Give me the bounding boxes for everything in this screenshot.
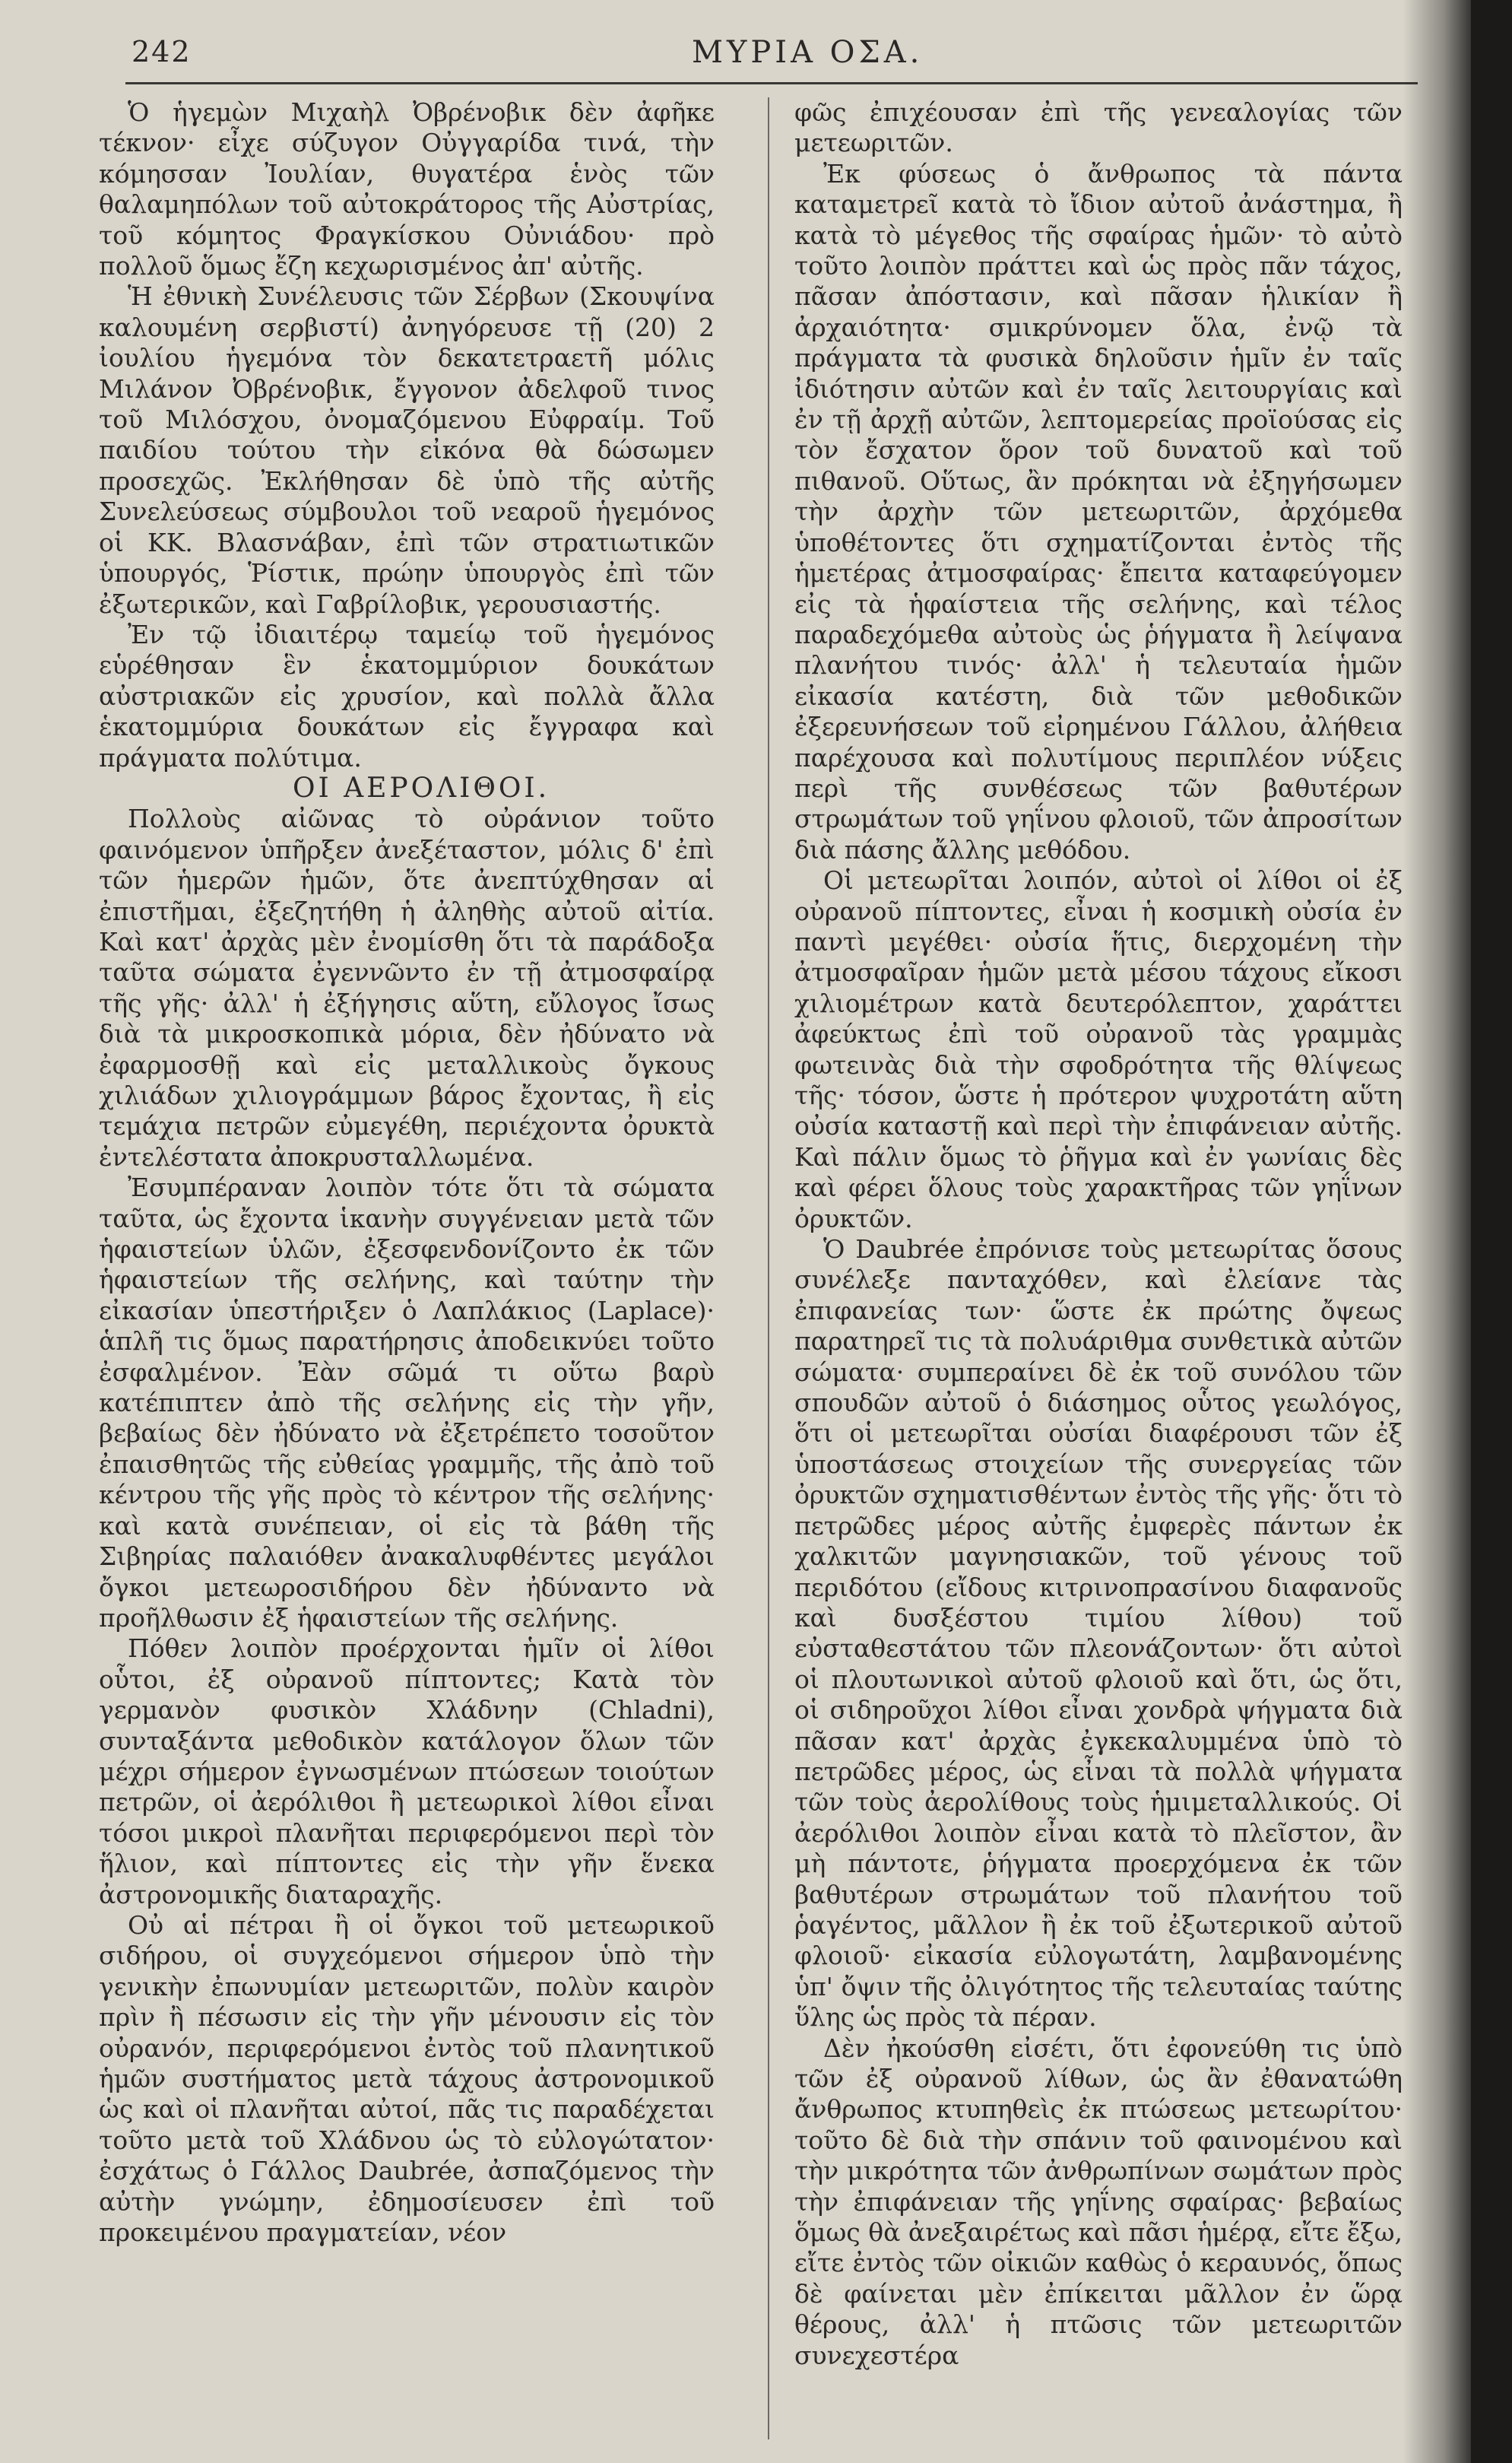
page-header xyxy=(125,30,1418,84)
paragraph-national-assembly: Ἡ ἐθνικὴ Συνέλευσις τῶν Σέρβων (Σκουψίνα καλουμένη σερβιστί) ἀνηγόρευσε τῇ (20) 2 ἰουλίου ἡγεμόνα τὸν δεκατετραετῆ μόλις Μιλάνον Ὀβρένοβικ, ἔγγονον ἀδελφοῦ τινος τοῦ Μιλόσχου, ὀνομαζόμενου Εὐφραίμ. Τοῦ παιδίου τούτου τὴν εἰκόνα θὰ δώσωμεν προσεχῶς. Ἐκλήθησαν δὲ ὑπὸ τῆς αὐτῆς Συνελεύσεως σύμβουλοι τοῦ νεαροῦ ἡγεμόνος οἱ ΚΚ. Βλασνάβαν, ἐπὶ τῶν στρατιωτικῶν ὑπουργός, Ῥίστικ, πρώην ὑπουργὸς ἐπὶ τῶν ἐξωτερικῶν, καὶ Γαβρίλοβικ, γερουσιαστής. xyxy=(99,281,715,619)
section-heading: ΟΙ ΑΕΡΟΛΙΘΟΙ. xyxy=(292,772,550,804)
right-column xyxy=(794,97,1403,2371)
paragraph-serbian-prince: Ὁ ἡγεμὼν Μιχαὴλ Ὀβρένοβικ δὲν ἀφῆκε τέκνον· εἶχε σύζυγον Οὐγγαρίδα τινά, τὴν κόμησσαν Ἰουλίαν, θυγατέρα ἑνὸς τῶν θαλαμηπόλων τοῦ αὐτοκράτορος τῆς Αὐστρίας, τοῦ κόμητος Φραγκίσκου Οὐνιάδου· πρὸ πολλοῦ ὅμως ἔζη κεχωρισμένος ἀπ' αὐτῆς. xyxy=(99,97,715,281)
running-title: ΜΥΡΙΑ ΟΣΑ. xyxy=(692,35,924,70)
paragraph-human-measure: Ἐκ φύσεως ὁ ἄνθρωπος τὰ πάντα καταμετρεῖ κατὰ τὸ ἴδιον αὐτοῦ ἀνάστημα, ἢ κατὰ τὸ μέγεθος τῆς σφαίρας ἡμῶν· τὸ αὐτὸ τοῦτο λοιπὸν πράττει καὶ ὡς πρὸς πᾶν τάχος, πᾶσαν ἀπόστασιν, καὶ πᾶσαν ἡλικίαν ἢ ἀρχαιότητα· σμικρύνομεν ὅλα, ἐνῷ τὰ πράγματα τὰ φυσικὰ δηλοῦσιν ἡμῖν ἐν ταῖς ἰδιότησιν αὐτῶν καὶ ἐν ταῖς λειτουργίαις καὶ ἐν τῇ ἀρχῇ αὐτῶν, λεπτομερείας προϊούσας εἰς τὸν ἔσχατον ὅρον τοῦ δυνατοῦ καὶ τοῦ πιθανοῦ. Οὕτως, ἂν πρόκηται νὰ ἐξηγήσωμεν τὴν ἀρχὴν τῶν μετεωριτῶν, ἀρχόμεθα ὑποθέτοντες ὅτι σχηματίζονται ἐντὸς τῆς ἡμετέρας ἀτμοσφαίρας· ἔπειτα καταφεύγομεν εἰς τὰ ἡφαίστεια τῆς σελήνης, καὶ τέλος παραδεχόμεθα αὐτοὺς ὡς ῥήγματα ἢ λείψανα πλανήτου τινός· ἀλλ' ἡ τελευταία ἡμῶν εἰκασία κατέστη, διὰ τῶν μεθοδικῶν ἐξερευνήσεων τοῦ εἰρημένου Γάλλου, ἀλήθεια παρέχουσα καὶ πολυτίμους περιπλέον νύξεις περὶ τῆς συνθέσεως τῶν βαθυτέρων στρωμάτων τοῦ γηΐνου φλοιοῦ, τῶν ἀπροσίτων διὰ πάσης ἄλλης μεθόδου. xyxy=(794,158,1403,865)
paragraph-continuation: φῶς ἐπιχέουσαν ἐπὶ τῆς γενεαλογίας τῶν μετεωριτῶν. xyxy=(794,97,1403,158)
paragraph-daubree: Ὁ Daubrée ἐπρόνισε τοὺς μετεωρίτας ὅσους συνέλεξε πανταχόθεν, καὶ ἐλείανε τὰς ἐπιφανείας των· ὥστε ἐκ πρώτης ὄψεως παρατηρεῖ τις τὰ πολυάριθμα συνθετικὰ αὐτῶν σώματα· συμπεραίνει δὲ ἐκ τοῦ συνόλου τῶν σπουδῶν αὐτοῦ ὁ διάσημος οὗτος γεωλόγος, ὅτι οἱ μετεωρῖται οὐσίαι διαφέρουσι τῶν ἐξ ὑποστάσεως στοιχείων τῆς συνεργείας τῶν ὀρυκτῶν σχηματισθέντων ἐντὸς τῆς γῆς· ὅτι τὸ πετρῶδες μέρος αὐτῆς ἐμφερὲς πάντων ἐκ χαλκιτῶν μαγνησιακῶν, τοῦ γένους τοῦ περιδότου (εἴδους κιτρινοπρασίνου διαφανοῦς καὶ δυσξέστου τιμίου λίθου) τοῦ εὐσταθεστάτου τῶν πλεονάζοντων· ὅτι αὐτοὶ οἱ πλουτωνικοὶ αὐτοῦ φλοιοῦ καὶ ὅτι, ὡς ὅτι, οἱ σιδηροῦχοι λίθοι εἶναι χονδρὰ ψήγματα διὰ πᾶσαν κατ' ἀρχὰς ἐγκεκαλυμμένα ὑπὸ τὸ πετρῶδες μέρος, ὡς εἶναι τὰ πολλὰ ψήγματα τῶν τοὺς ἀερολίθους τοὺς ἡμιμεταλλικούς. Οἱ ἀερόλιθοι λοιπὸν εἶναι κατὰ τὸ πλεῖστον, ἂν μὴ πάντοτε, ῥήγματα προερχόμενα ἐκ τῶν βαθυτέρων στρωμάτων τοῦ πλανήτου τοῦ ῥαγέντος, μᾶλλον ἢ ἐκ τοῦ ἐξωτερικοῦ αὐτοῦ φλοιοῦ· εἰκασία εὐλογωτάτη, λαμβανομένης ὑπ' ὄψιν τῆς ὀλιγότητος τῆς τελευταίας ταύτης ὕλης ὡς πρὸς τὰ πέραν. xyxy=(794,1234,1403,2033)
page-number: 242 xyxy=(132,35,192,68)
paragraph-meteoric-iron: Οὐ αἱ πέτραι ἢ οἱ ὄγκοι τοῦ μετεωρικοῦ σιδήρου, οἱ συγχεόμενοι σήμερον ὑπὸ τὴν γενικὴν ἐπωνυμίαν μετεωριτῶν, πολὺν καιρὸν πρὶν ἢ πέσωσιν εἰς τὴν γῆν μένουσιν εἰς τὸν οὐρανόν, περιφερόμενοι ἐντὸς τοῦ πλανητικοῦ ἡμῶν συστήματος μετὰ τάχους ἀστρονομικοῦ ὡς καὶ οἱ πλανῆται αὐτοί, πᾶς τις παραδέχεται τοῦτο μετὰ τοῦ Χλάδνου ὡς τὸ εὐλογώτατον· ἐσχάτως ὁ Γάλλος Daubrée, ἀσπαζόμενος τὴν αὐτὴν γνώμην, ἐδημοσίευσεν ἐπὶ τοῦ προκειμένου πραγματείαν, νέον xyxy=(99,1909,715,2248)
paragraph-meteor-history: Πολλοὺς αἰῶνας τὸ οὐράνιον τοῦτο φαινόμενον ὑπῆρξεν ἀνεξέταστον, μόλις δ' ἐπὶ τῶν ἡμερῶν ἡμῶν, ὅτε ἀνεπτύχθησαν αἱ ἐπιστῆμαι, ἐξεζητήθη ἡ ἀληθὴς αὐτοῦ αἰτία. Καὶ κατ' ἀρχὰς μὲν ἐνομίσθη ὅτι τὰ παράδοξα ταῦτα σώματα ἐγεννῶντο ἐν τῇ ἀτμοσφαίρᾳ τῆς γῆς· ἀλλ' ἡ ἐξήγησις αὕτη, εὔλογος ἴσως διὰ τὰ μικροσκοπικὰ μόρια, δὲν ἠδύνατο νὰ ἐφαρμοσθῇ καὶ εἰς μεταλλικοὺς ὄγκους χιλιάδων χιλιογράμμων βάρος ἔχοντας, ἢ εἰς τεμάχια πετρῶν εὐμεγέθη, περιέχοντα ὀρυκτὰ ἐντελέστατα ἀποκρυσταλλωμένα. xyxy=(99,804,715,1172)
paragraph-chladni: Πόθεν λοιπὸν προέρχονται ἡμῖν οἱ λίθοι οὗτοι, ἐξ οὐρανοῦ πίπτοντες; Κατὰ τὸν γερμανὸν φυσικὸν Χλάδνην (Chladni), συνταξάντα μεθοδικὸν κατάλογον ὅλων τῶν μέχρι σήμερον ἐγνωσμένων πτώσεων τοιούτων πετρῶν, οἱ ἀερόλιθοι ἢ μετεωρικοὶ λίθοι εἶναι τόσοι μικροὶ πλανῆται περιφερόμενοι περὶ τὸν ἥλιον, καὶ πίπτοντες εἰς τὴν γῆν ἕνεκα ἀστρονομικῆς διαταραχῆς. xyxy=(99,1633,715,1909)
left-column xyxy=(99,97,715,2248)
paragraph-cosmic-matter: Οἱ μετεωρῖται λοιπόν, αὐτοὶ οἱ λίθοι οἱ ἐξ οὐρανοῦ πίπτοντες, εἶναι ἡ κοσμικὴ οὐσία ἐν παντὶ μεγέθει· οὐσία ἥτις, διερχομένη τὴν ἀτμοσφαῖραν ἡμῶν μετὰ μέσου τάχους εἴκοσι χιλιομέτρων κατὰ δευτερόλεπτον, χαράττει ἀφεύκτως ἐπὶ τοῦ οὐρανοῦ τὰς γραμμὰς φωτεινὰς διὰ τὴν σφοδρότητα τῆς θλίψεως τῆς· τόσον, ὥστε ἡ πρότερον ψυχροτάτη αὕτη οὐσία καταστῇ καὶ περὶ τὴν ἐπιφάνειαν αὐτῆς. Καὶ πάλιν ὅμως τὸ ῥῆγμα καὶ ἐν γωνίαις δὲς καὶ φέρει ὅλους τοὺς χαρακτῆρας τῶν γηΐνων ὀρυκτῶν. xyxy=(794,865,1403,1233)
header-rule xyxy=(125,82,1418,84)
page-edge-shadow xyxy=(1403,0,1471,2463)
paragraph-treasury: Ἐν τῷ ἰδιαιτέρῳ ταμείῳ τοῦ ἡγεμόνος εὑρέθησαν ἓν ἑκατομμύριον δουκάτων αὐστριακῶν εἰς χρυσίον, καὶ πολλὰ ἄλλα ἑκατομμύρια δουκάτων εἰς ἔγγραφα καὶ πράγματα πολύτιμα. xyxy=(99,619,715,773)
column-divider xyxy=(768,97,769,2439)
paragraph-no-casualties: Δὲν ἠκούσθη εἰσέτι, ὅτι ἐφονεύθη τις ὑπὸ τῶν ἐξ οὐρανοῦ λίθων, ὡς ἂν ἐθανατώθη ἄνθρωπος κτυπηθεὶς ἐκ πτώσεως μετεωρίτου· τοῦτο δὲ διὰ τὴν σπάνιν τοῦ φαινομένου καὶ τὴν μικρότητα τῶν ἀνθρωπίνων σωμάτων πρὸς τὴν ἐπιφάνειαν τῆς γηΐνης σφαίρας· βεβαίως ὅμως θὰ ἀνεξαιρέτως καὶ πᾶσι ἡμέρᾳ, εἴτε ἔξω, εἴτε ἐντὸς τῶν οἰκιῶν καθὼς ὁ κεραυνός, ὅπως δὲ φαίνεται μὲν ἐπίκειται μᾶλλον ἐν ὥρᾳ θέρους, ἀλλ' ἡ πτῶσις τῶν μετεωριτῶν συνεχεστέρα xyxy=(794,2033,1403,2370)
paragraph-lunar-hypothesis: Ἐσυμπέραναν λοιπὸν τότε ὅτι τὰ σώματα ταῦτα, ὡς ἔχοντα ἱκανὴν συγγένειαν μετὰ τῶν ἡφαιστείων ὑλῶν, ἐξεσφενδονίζοντο ἐκ τῶν ἡφαιστείων τῆς σελήνης, καὶ ταύτην τὴν εἰκασίαν ὑπεστήριξεν ὁ Λαπλάκιος (Laplace)· ἁπλῆ τις ὅμως παρατήρησις ἀποδεικνύει τοῦτο ἐσφαλμένον. Ἐὰν σῶμά τι οὕτω βαρὺ κατέπιπτεν ἀπὸ τῆς σελήνης εἰς τὴν γῆν, βεβαίως δὲν ἠδύνατο νὰ ἐξετρέπετο τοσοῦτον ἐπαισθητῶς τῆς εὐθείας γραμμῆς, τῆς ἀπὸ τοῦ κέντρου τῆς γῆς πρὸς τὸ κέντρον τῆς σελήνης· καὶ κατὰ συνέπειαν, οἱ εἰς τὰ βάθη τῆς Σιβηρίας παλαιόθεν ἀνακαλυφθέντες μεγάλοι ὄγκοι μετεωροσιδήρου δὲν ἠδύναντο νὰ προῆλθωσιν ἐξ ἡφαιστείων τῆς σελήνης. xyxy=(99,1173,715,1633)
